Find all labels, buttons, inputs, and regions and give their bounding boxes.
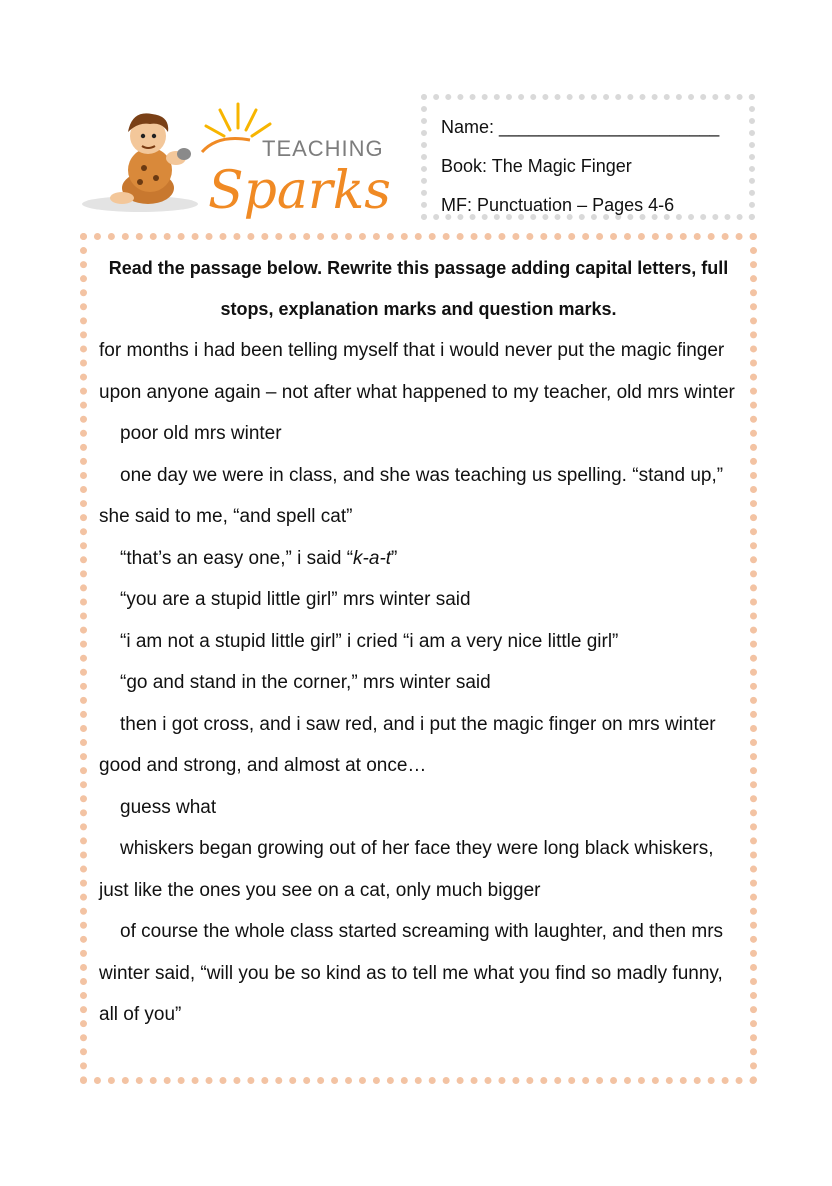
- passage-paragraph: for months i had been telling myself that i would never put the magic finger upon anyone again – not after what happened to my teacher, old mrs winter: [99, 340, 735, 403]
- logo-brand-bottom: Sparks: [208, 161, 391, 220]
- passage-paragraph: one day we were in class, and she was teaching us spelling. “stand up,” she said to me, “and spell cat”: [99, 464, 724, 527]
- passage-paragraph: poor old mrs winter: [120, 423, 282, 444]
- passage-paragraph: then i got cross, and i saw red, and i put the magic finger on mrs winter good and strong, and almost at once…: [99, 713, 716, 776]
- passage-paragraph: “you are a stupid little girl” mrs winter said: [120, 589, 471, 610]
- sparks-rays-icon: [206, 104, 270, 136]
- instructions: Read the passage below. Rewrite this passage adding capital letters, full stops, explanation marks and question marks.: [108, 258, 729, 319]
- passage-text: [99, 330, 738, 1036]
- passage-paragraph: guess what: [120, 796, 217, 818]
- student-info-box: [421, 94, 755, 220]
- book-title: Book: The Magic Finger: [441, 156, 632, 176]
- worksheet-topic: MF: Punctuation – Pages 4-6: [441, 195, 675, 215]
- passage-box: [80, 233, 757, 1084]
- passage-paragraph: of course the whole class started screaming with laughter, and then mrs winter said, “will you be so kind as to tell me what you find so madly funny, all of you”: [99, 921, 724, 1025]
- teaching-sparks-logo: [80, 100, 400, 220]
- logo-swirl: [202, 139, 250, 153]
- name-field[interactable]: Name: ______________________: [441, 117, 720, 137]
- passage-paragraph: “that’s an easy one,” i said “k-a-t”: [120, 547, 398, 569]
- passage-paragraph: “i am not a stupid little girl” i cried “i am a very nice little girl”: [120, 630, 619, 652]
- logo-graphic: [80, 100, 400, 220]
- logo-brand-top: TEACHING: [262, 136, 384, 161]
- passage-paragraph: “go and stand in the corner,” mrs winter said: [120, 672, 491, 693]
- caveman-mascot-icon: [110, 113, 191, 204]
- passage-paragraph: whiskers began growing out of her face they were long black whiskers, just like the ones you see on a cat, only much bigger: [99, 838, 714, 901]
